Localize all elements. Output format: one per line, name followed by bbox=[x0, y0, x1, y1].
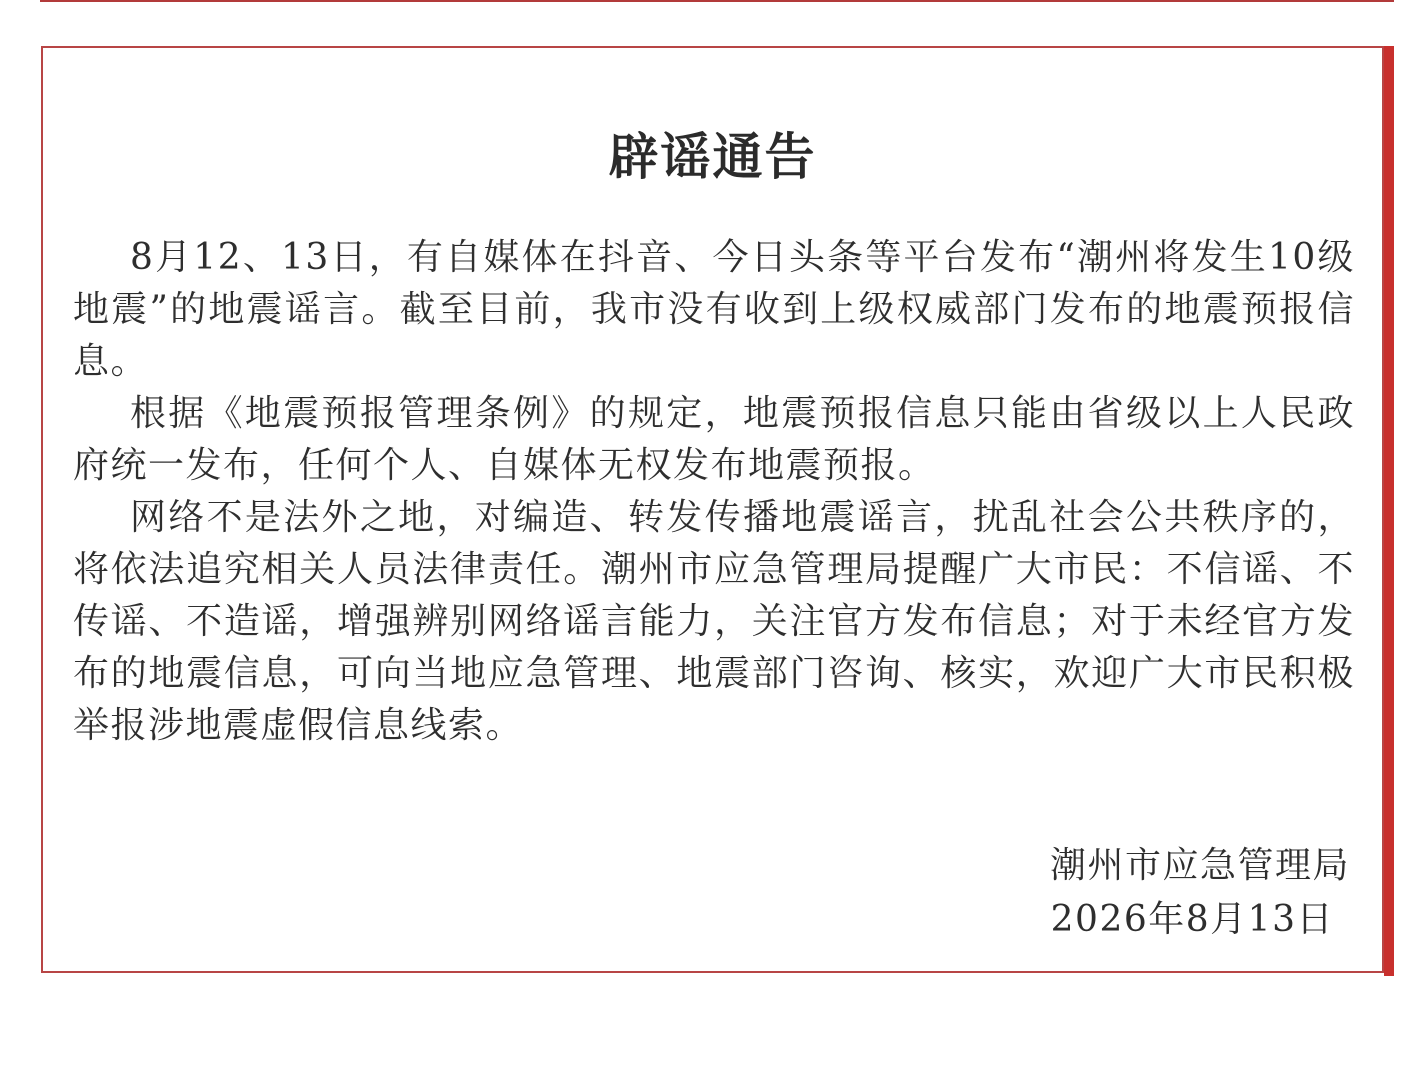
notice-signature bbox=[1050, 838, 1350, 946]
notice-paragraph-3: 网络不是法外之地，对编造、转发传播地震谣言，扰乱社会公共秩序的，将依法追究相关人员法律责任。潮州市应急管理局提醒广大市民：不信谣、不传谣、不造谣，增强辨别网络谣言能力，关注官方发布信息；对于未经官方发布的地震信息，可向当地应急管理、地震部门咨询、核实，欢迎广大市民积极举报涉地震虚假信息线索。 bbox=[73, 497, 1355, 746]
notice-title: 辟谣通告 bbox=[608, 127, 817, 186]
notice-paragraph-1: 8月12、13日，有自媒体在抖音、今日头条等平台发布“潮州将发生10级地震”的地震谣言。截至目前，我市没有收到上级权威部门发布的地震预报信息。 bbox=[73, 237, 1355, 382]
top-divider bbox=[40, 0, 1394, 2]
notice-frame-accent-bar bbox=[1384, 46, 1394, 976]
signature-org: 潮州市应急管理局 bbox=[1049, 845, 1350, 886]
notice-paragraph-2: 根据《地震预报管理条例》的规定，地震预报信息只能由省级以上人民政府统一发布，任何个人、自媒体无权发布地震预报。 bbox=[73, 393, 1355, 486]
signature-date: 2026年8月13日 bbox=[1050, 899, 1334, 940]
notice-body bbox=[73, 232, 1355, 752]
